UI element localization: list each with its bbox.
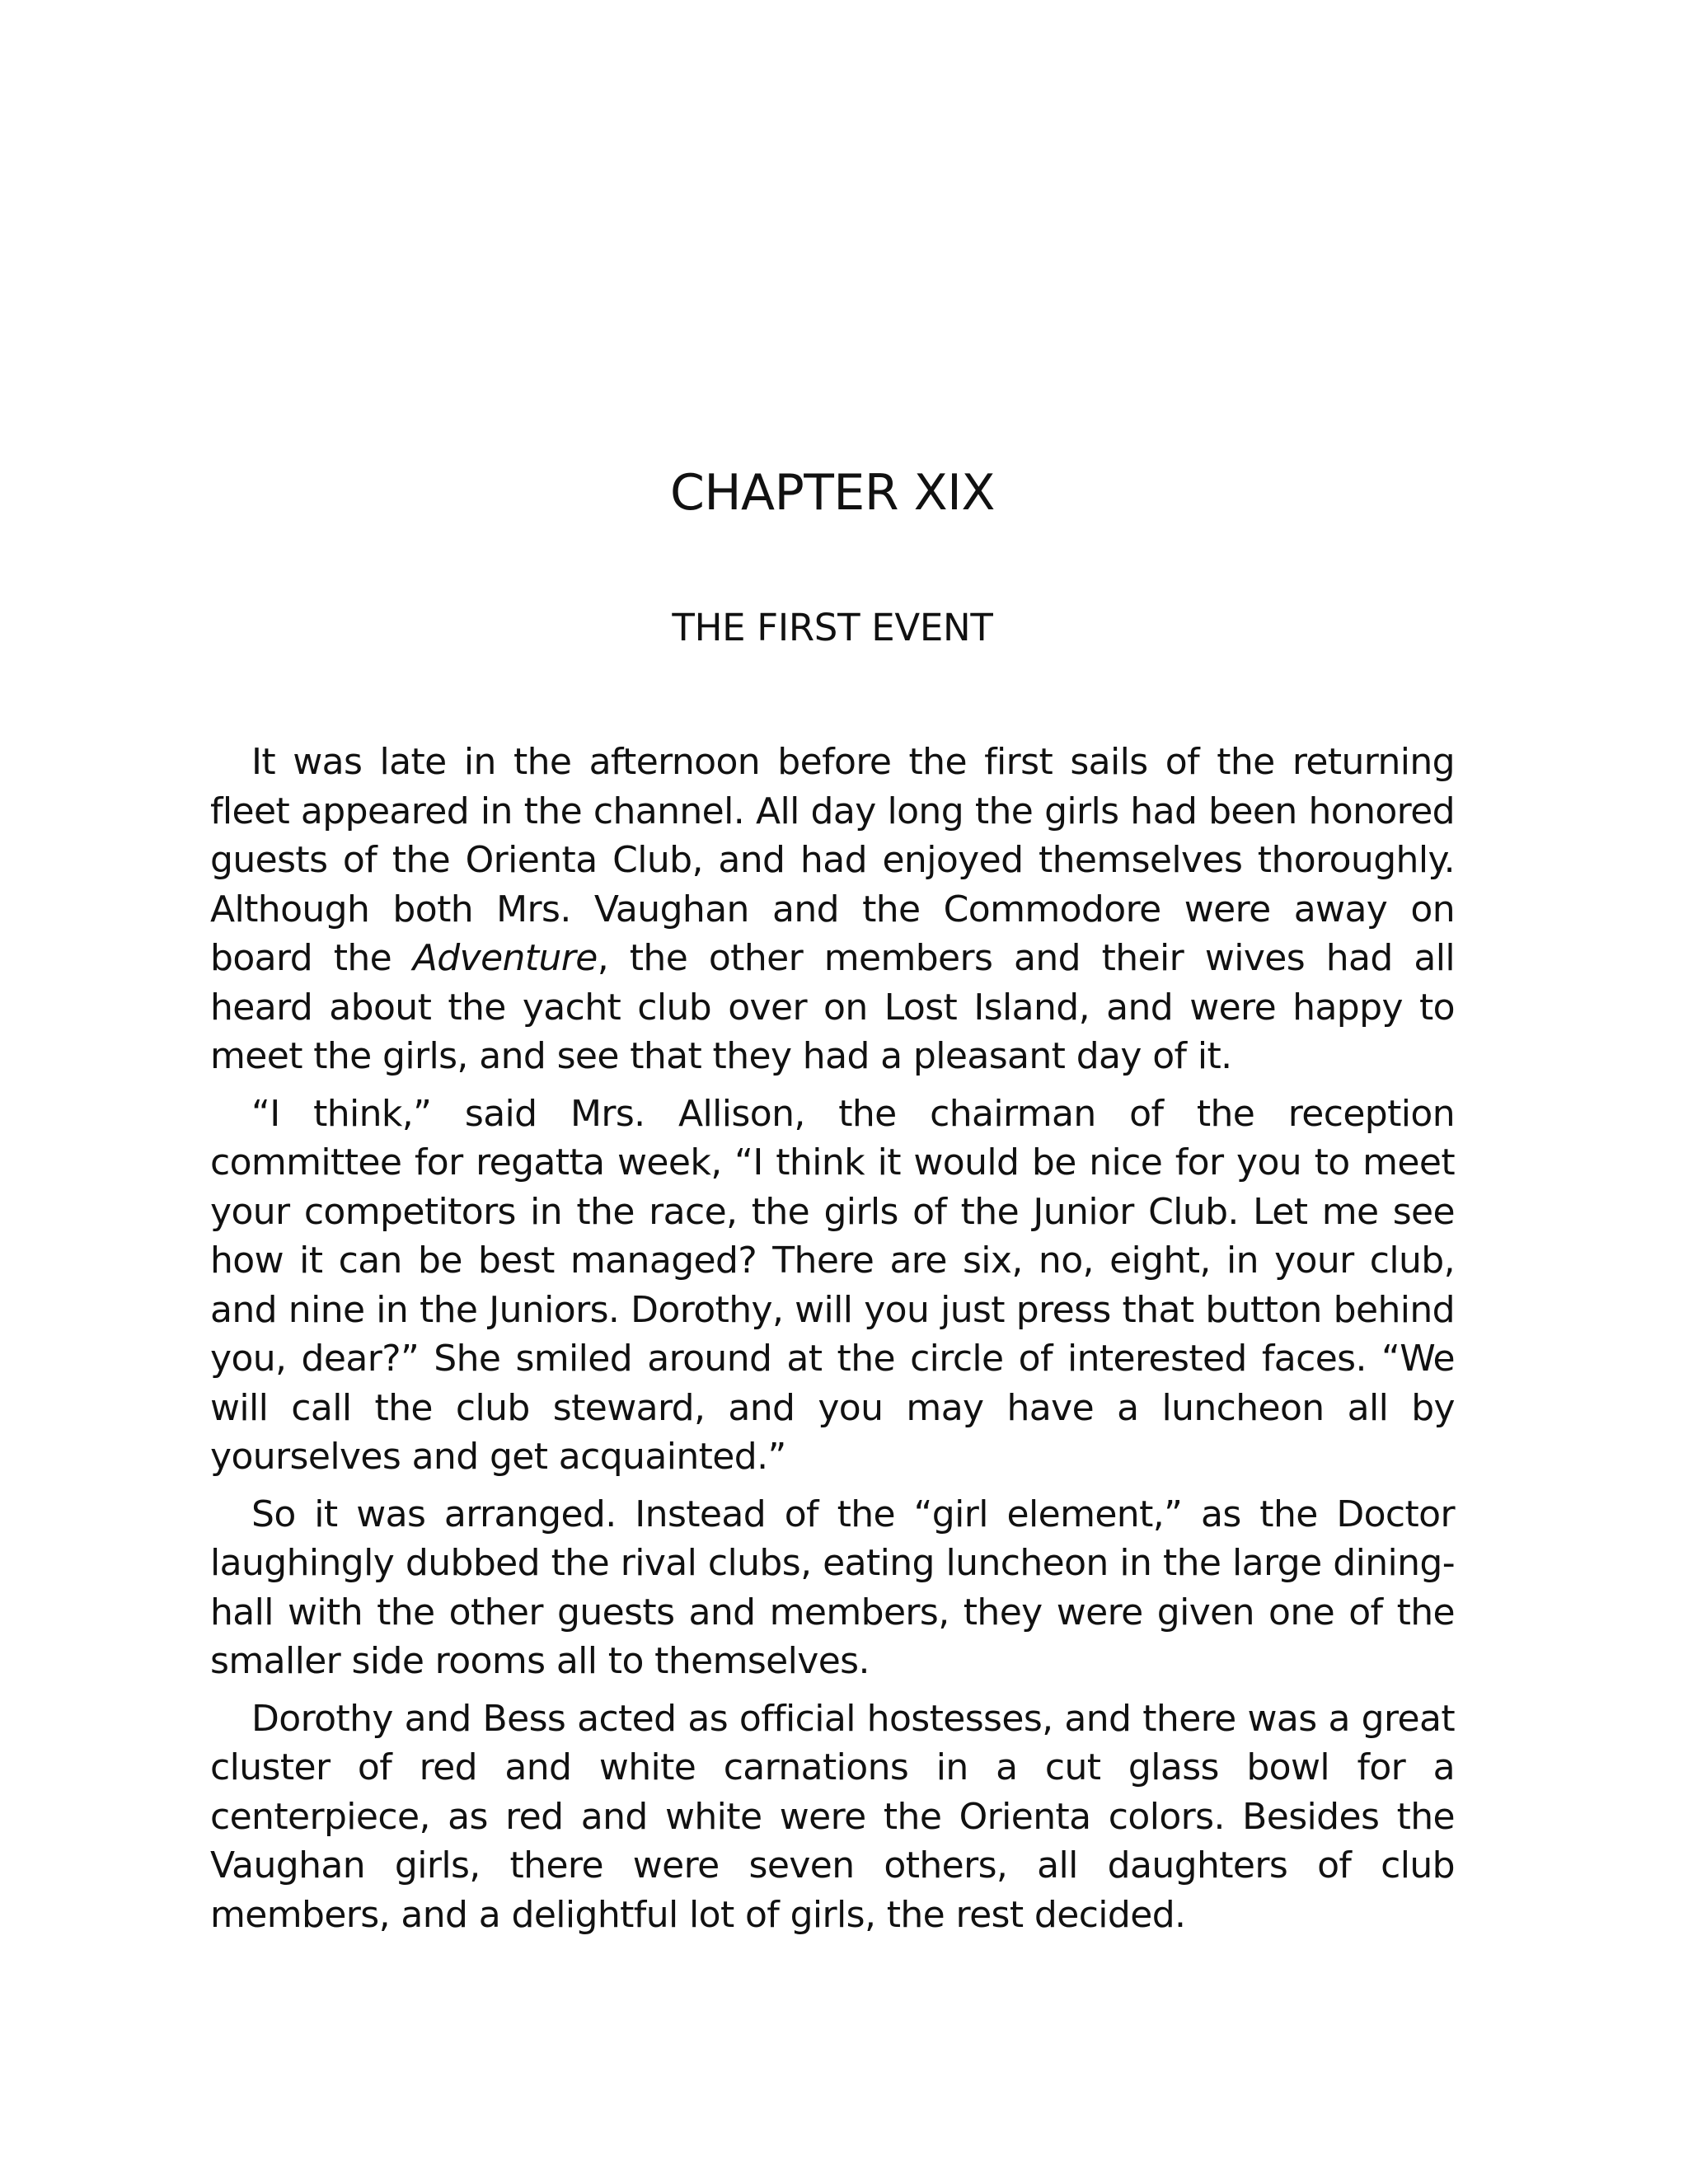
chapter-body (210, 738, 1455, 1947)
paragraph (210, 738, 1455, 1081)
text-run: So it was arranged. Instead of the “girl element,” as the Doctor laughingly dubbed the rival clubs, eating luncheon in the large dining-hall with the other guests and members, they were given one of the smaller side rooms all to themselves. (210, 1493, 1455, 1682)
chapter-subtitle: THE FIRST EVENT (672, 606, 993, 649)
text-run: “I think,” said Mrs. Allison, the chairman of the reception committee for regatta week, “I think it would be nice for you to meet your competitors in the race, the girls of the Junior Club. Let me see how it can be best managed? There are six, no, eight, in your club, and nine in the Juniors. Dorothy, will you just press that button behind you, dear?” She smiled around at the circle of interested faces. “We will call the club steward, and you may have a luncheon all by yourselves and get acquainted.” (210, 1092, 1455, 1478)
chapter-title: CHAPTER XIX (670, 464, 995, 522)
paragraph (210, 1490, 1455, 1686)
text-run: , the other members and their wives had all heard about the yacht club over on Lost Island, and were happy to meet the girls, and see that they had a pleasant day of it. (210, 937, 1455, 1077)
italic-text: Adventure (412, 937, 598, 979)
text-run: Dorothy and Bess acted as official hostesses, and there was a great cluster of red and white carnations in a cut glass bowl for a centerpiece, as red and white were the Orienta colors. Besides the Vaughan girls, there were seven others, all daughters of club members, and a delightful lot of girls, the rest decided. (210, 1697, 1455, 1936)
paragraph (210, 1090, 1455, 1482)
paragraph (210, 1694, 1455, 1940)
book-page (210, 0, 1455, 2184)
text-run: It was late in the afternoon before the first sails of the returning fleet appeared in the channel. All day long the girls had been honored guests of the Orienta Club, and had enjoyed themselves thoroughly. Although both Mrs. Vaughan and the Commodore were away on board the (210, 741, 1455, 979)
